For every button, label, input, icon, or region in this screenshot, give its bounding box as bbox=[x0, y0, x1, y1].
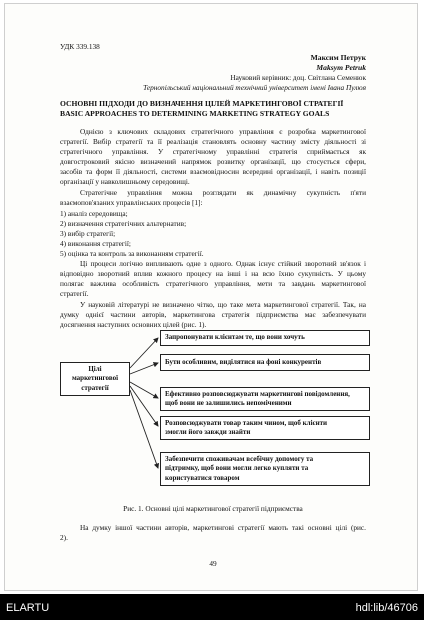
text-line: Однією з ключових складових стратегічного управління є розробка маркетингової bbox=[80, 127, 366, 136]
text-line: взаємопов'язаних управлінських процесів [1]: bbox=[60, 198, 203, 207]
goal-box-line: користуватися товаром bbox=[165, 473, 240, 482]
text-line: На думку іншої частини авторів, маркетингові стратегії мають такі основні цілі (рис. bbox=[80, 523, 366, 532]
affiliation: Тернопільський національний технічний університет імені Івана Пулюя bbox=[143, 83, 366, 92]
goal-box-5 bbox=[160, 452, 370, 486]
goal-box-line: змогли його завжди знайти bbox=[165, 428, 251, 436]
arrow-goal-3 bbox=[130, 382, 158, 398]
text-line: Ці процеси логічно випливають одне з одного. Однак існує стійкий зворотний зв'язок і bbox=[80, 259, 366, 268]
text-line: відповідно зворотний вплив кожного процесу на інші і на всю їхню сукупність. У цьому bbox=[60, 269, 366, 278]
paper-title-en: BASIC APPROACHES TO DETERMINING MARKETING STRATEGY GOALS bbox=[60, 109, 330, 118]
text-line: полягає важлива особливість стратегічного управління, мети та завдань маркетингової bbox=[60, 279, 366, 288]
text-line: організації у навколишньому середовищі. bbox=[60, 177, 190, 186]
repository-name: ELARTU bbox=[6, 602, 50, 614]
list-item: 5) оцінка та контроль за виконанням стратегії. bbox=[60, 249, 204, 258]
supervisor: Науковий керівник: доц. Світлана Семенюк bbox=[230, 73, 366, 82]
text-line: стратегії. Вибір стратегії та її реалізація становлять основну частину змісту діяльності зі bbox=[60, 137, 366, 146]
paper-title-ua: ОСНОВНІ ПІДХОДИ ДО ВИЗНАЧЕННЯ ЦІЛЕЙ МАРКЕТИНГОВОЇ СТРАТЕГІЇ bbox=[60, 99, 344, 108]
text-line: Стратегічне управління можна розглядати як динамічну сукупність п'яти bbox=[80, 188, 366, 197]
text-line: довгостроковий якісно визначений напрямок розвитку організації, що стосується сфери, bbox=[60, 157, 366, 166]
goal-box-4 bbox=[160, 416, 370, 440]
page-number: 49 bbox=[209, 559, 217, 568]
center-goal-box bbox=[60, 362, 130, 396]
goal-box-line: Забезпечити споживачам всебічну допомогу та bbox=[165, 454, 314, 463]
list-item: 4) виконання стратегії; bbox=[60, 239, 131, 248]
repository-footer bbox=[0, 594, 424, 620]
center-box-line: стратегії bbox=[81, 383, 109, 392]
arrow-goal-5 bbox=[130, 390, 158, 468]
udk-code: УДК 339.138 bbox=[60, 42, 100, 51]
center-box-line: маркетингової bbox=[71, 374, 119, 383]
arrow-goal-4 bbox=[130, 386, 158, 426]
arrow-goal-1 bbox=[130, 338, 158, 368]
text-line: досягнення наступних основних цілей (рис. 1). bbox=[60, 320, 207, 329]
text-line: У науковій літературі не визначено чітко, що таке мета маркетингової стратегії. Так, на bbox=[80, 300, 366, 309]
goal-box-line: підтримку, щоб вони могли легко купляти та bbox=[165, 464, 309, 473]
author-name-ua: Максим Петрук bbox=[310, 53, 366, 62]
text-line: стратегічного управління. У стратегічному управлінні стратегія сприймається як bbox=[60, 147, 366, 156]
goal-box-line: Бути особливим, виділятися на фоні конкурентів bbox=[165, 357, 322, 366]
list-item: 1) аналіз середовища; bbox=[60, 209, 128, 218]
figure-caption: Рис. 1. Основні цілі маркетингової стратегії підприємства bbox=[123, 504, 303, 513]
goal-box-line: Розповсюджувати товар таким чином, щоб клієнти bbox=[165, 418, 328, 427]
author-name-en: Maksym Petruk bbox=[316, 63, 366, 72]
goal-box-line: Запропонувати клієнтам те, що вони хочуть bbox=[165, 333, 305, 342]
center-box-line: Цілі bbox=[88, 364, 102, 373]
text-line: засобів та форм її діяльності, системи взаємовідносин всередині організації, і навіть позиції bbox=[60, 167, 366, 176]
goal-box-2 bbox=[160, 354, 370, 371]
goal-box-3 bbox=[160, 387, 370, 411]
goal-box-line: Ефективно розповсюджувати маркетингові повідомлення, bbox=[165, 389, 350, 398]
list-item: 3) вибір стратегії; bbox=[60, 229, 116, 238]
text-line: стратегії. bbox=[60, 289, 89, 298]
list-item: 2) визначення стратегічних альтернатив; bbox=[60, 219, 187, 228]
text-line: 2). bbox=[60, 533, 68, 542]
text-line: думку однієї частини авторів, маркетингова стратегія підприємства має забезпечувати bbox=[60, 310, 366, 319]
arrow-goal-2 bbox=[130, 363, 158, 374]
handle-id: hdl:lib/46706 bbox=[355, 602, 418, 614]
goals-diagram bbox=[60, 330, 370, 498]
goal-box-1 bbox=[160, 330, 370, 346]
goal-box-line: щоб вони не залишились непоміченими bbox=[165, 399, 292, 407]
